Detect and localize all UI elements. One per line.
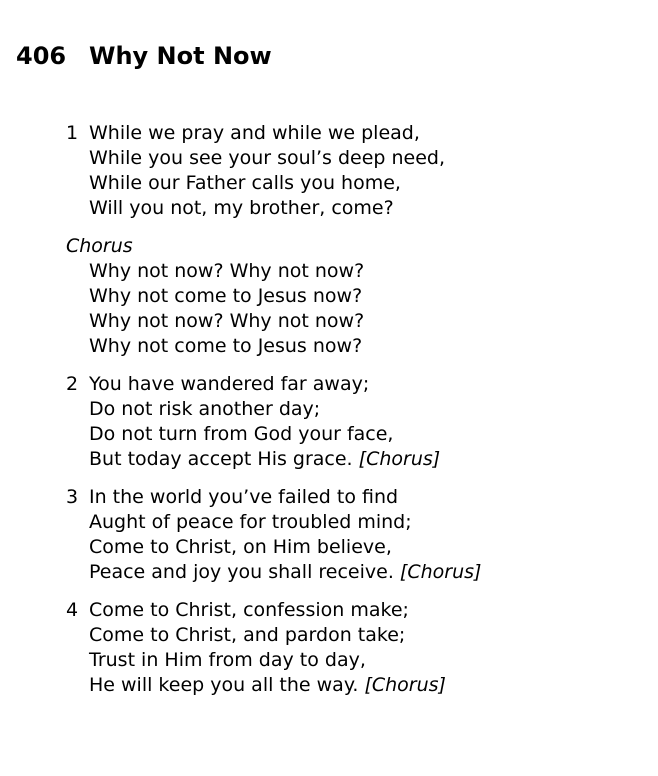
verse-line: Come to Christ, confession make;: [89, 599, 409, 621]
verse-line-text: He will keep you all the way.: [89, 674, 359, 696]
verse-lines: [89, 372, 440, 472]
chorus-line: Why not come to Jesus now?: [89, 285, 363, 307]
verse-line-text: But today accept His grace.: [89, 448, 353, 470]
chorus-line: Why not come to Jesus now?: [89, 335, 363, 357]
verse-number: 1: [66, 122, 79, 144]
verse-line: Do not risk another day;: [89, 398, 321, 420]
verse-line: Trust in Him from day to day,: [89, 649, 366, 671]
verse-line: In the world you’ve failed to find: [89, 486, 399, 508]
hymn-title: Why Not Now: [89, 42, 272, 70]
chorus-reference: [Chorus]: [364, 674, 446, 696]
verse-line: Do not turn from God your face,: [89, 423, 394, 445]
verse-line-last: [89, 447, 440, 472]
chorus-lines: [89, 259, 364, 359]
verse-line-last: [89, 673, 446, 698]
verse-lines: [89, 598, 446, 698]
chorus-reference: [Chorus]: [358, 448, 441, 470]
chorus-line: Why not now? Why not now?: [89, 260, 365, 282]
verse-number: 4: [66, 599, 79, 621]
verse-line-text: Peace and joy you shall receive.: [89, 561, 394, 583]
hymn-heading: [16, 41, 272, 71]
verse-line-last: [89, 560, 481, 585]
verse-line: Will you not, my brother, come?: [89, 197, 394, 219]
verse-number: 3: [66, 486, 79, 508]
verse-line: While our Father calls you home,: [89, 172, 401, 194]
verse-line: While you see your soul’s deep need,: [89, 147, 446, 169]
verse-line: You have wandered far away;: [89, 373, 370, 395]
chorus-reference: [Chorus]: [399, 561, 482, 583]
verse-line: Aught of peace for troubled mind;: [89, 511, 412, 533]
verse-number: 2: [66, 373, 79, 395]
verse-line: Come to Christ, and pardon take;: [89, 624, 406, 646]
hymn-number: 406: [16, 42, 67, 70]
verse-lines: [89, 485, 481, 585]
verse-line: Come to Christ, on Him believe,: [89, 536, 392, 558]
chorus-label: Chorus: [66, 235, 133, 257]
verse-lines: [89, 121, 445, 221]
chorus-line: Why not now? Why not now?: [89, 310, 365, 332]
verse-line: While we pray and while we plead,: [89, 122, 420, 144]
